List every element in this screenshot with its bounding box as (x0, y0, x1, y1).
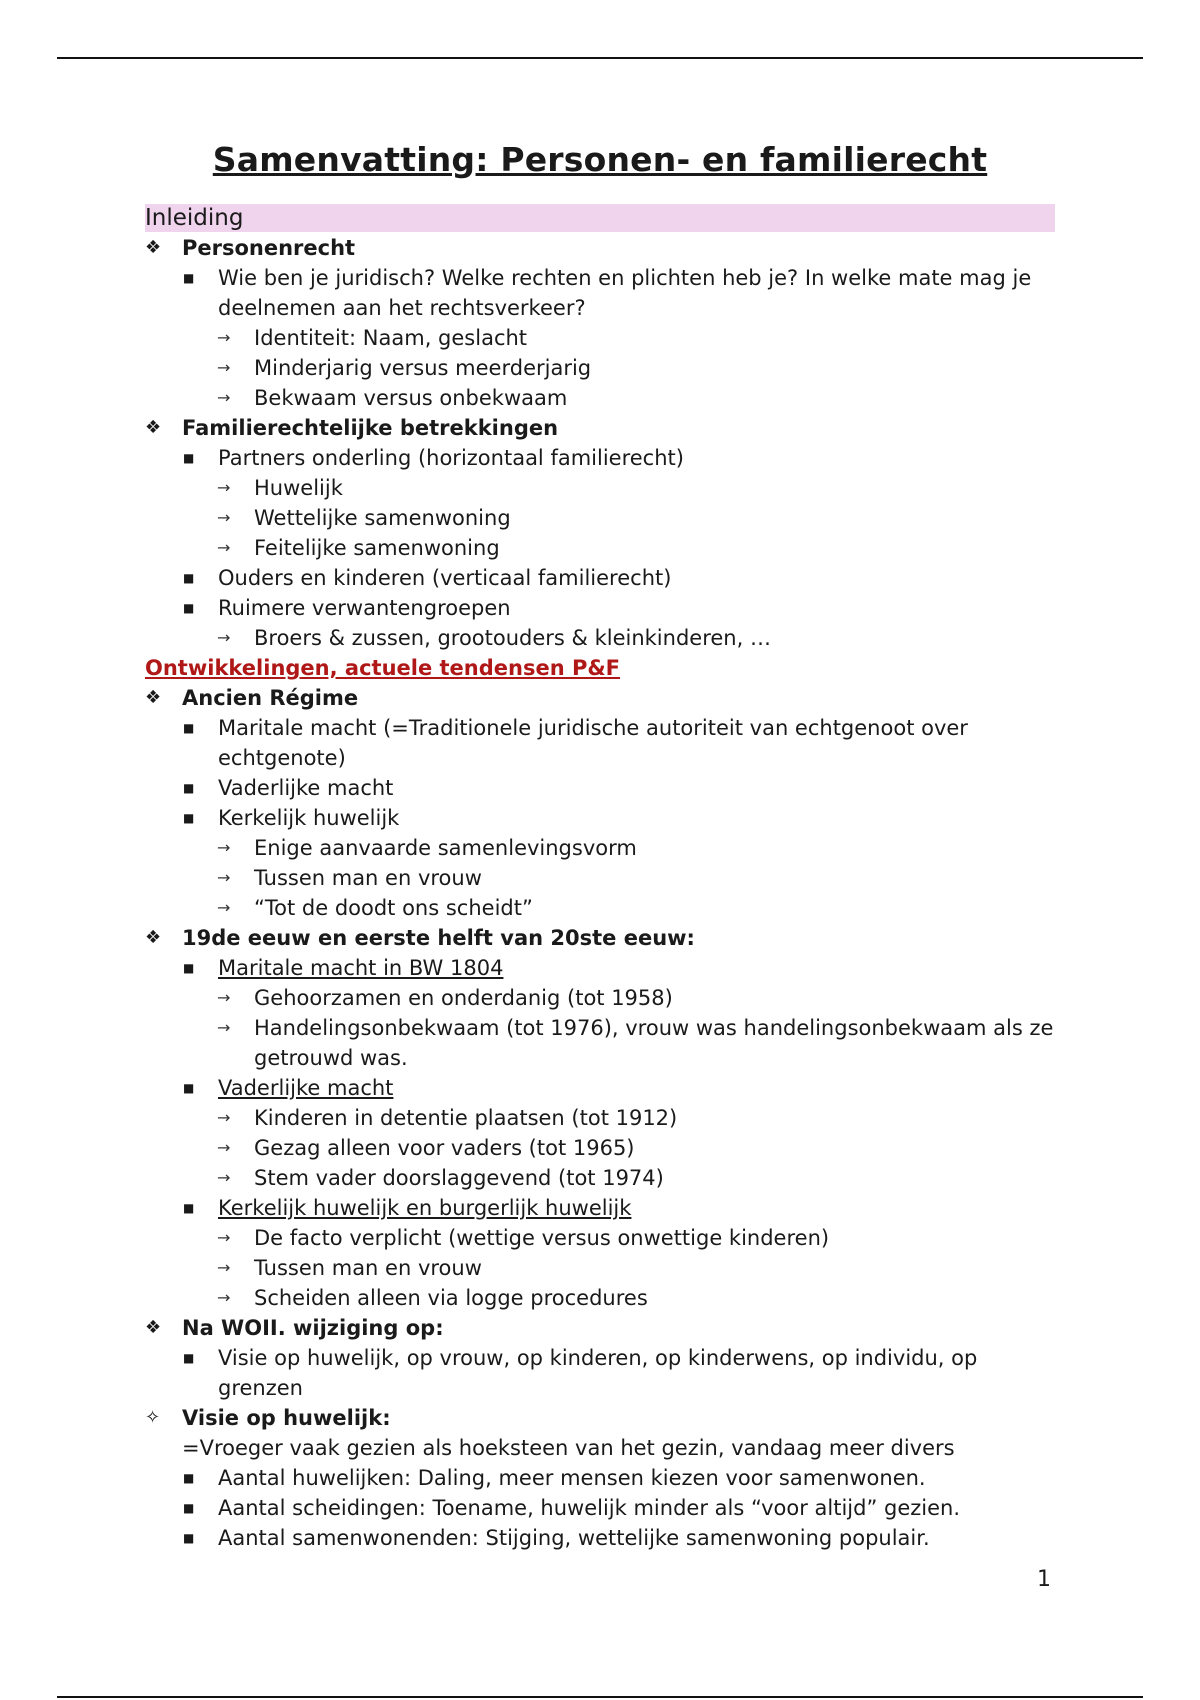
bullet-heading-ancien-regime: ❖ Ancien Régime (145, 683, 1055, 713)
arrow-bullet-icon: → (217, 898, 231, 917)
list-item: → Stem vader doorslaggevend (tot 1974) (145, 1163, 1055, 1193)
page-number: 1 (1037, 1567, 1051, 1592)
square-bullet-icon: ■ (183, 1201, 195, 1215)
bullet-heading-na-woii: ❖ Na WOII. wijziging op: (145, 1313, 1055, 1343)
list-item: ■ Partners onderling (horizontaal familierecht) (145, 443, 1055, 473)
list-item: → Minderjarig versus meerderjarig (145, 353, 1055, 383)
outline-diamond-bullet-icon: ✧ (145, 1407, 161, 1428)
arrow-bullet-icon: → (217, 988, 231, 1007)
diamond-bullet-icon: ❖ (145, 237, 162, 258)
diamond-bullet-icon: ❖ (145, 417, 162, 438)
bullet-heading-visie-huwelijk: ✧ Visie op huwelijk: (145, 1403, 1055, 1433)
section-heading-inleiding: Inleiding (145, 204, 1055, 232)
list-item: → Gezag alleen voor vaders (tot 1965) (145, 1133, 1055, 1163)
square-bullet-icon: ■ (183, 1501, 195, 1515)
arrow-bullet-icon: → (217, 868, 231, 887)
square-bullet-icon: ■ (183, 961, 195, 975)
footer-rule (57, 1696, 1143, 1698)
list-item: ■ Maritale macht in BW 1804 (145, 953, 1055, 983)
document-body (145, 204, 1055, 1553)
arrow-bullet-icon: → (217, 388, 231, 407)
square-bullet-icon: ■ (183, 1081, 195, 1095)
arrow-bullet-icon: → (217, 538, 231, 557)
list-item: ■ Maritale macht (=Traditionele juridische autoriteit van echtgenoot over echtgenote) (145, 713, 1055, 773)
arrow-bullet-icon: → (217, 1018, 231, 1037)
list-item: → Handelingsonbekwaam (tot 1976), vrouw was handelingsonbekwaam als ze getrouwd was. (145, 1013, 1055, 1073)
section-heading-ontwikkelingen: Ontwikkelingen, actuele tendensen P&F (145, 656, 621, 680)
square-bullet-icon: ■ (183, 811, 195, 825)
arrow-bullet-icon: → (217, 478, 231, 497)
square-bullet-icon: ■ (183, 1351, 195, 1365)
list-item: → Kinderen in detentie plaatsen (tot 1912) (145, 1103, 1055, 1133)
list-item: ■ Kerkelijk huwelijk en burgerlijk huwelijk (145, 1193, 1055, 1223)
list-item: → Wettelijke samenwoning (145, 503, 1055, 533)
arrow-bullet-icon: → (217, 1228, 231, 1247)
arrow-bullet-icon: → (217, 328, 231, 347)
list-item: → Feitelijke samenwoning (145, 533, 1055, 563)
diamond-bullet-icon: ❖ (145, 927, 162, 948)
bullet-heading-19de-eeuw: ❖ 19de eeuw en eerste helft van 20ste eeuw: (145, 923, 1055, 953)
arrow-bullet-icon: → (217, 838, 231, 857)
square-bullet-icon: ■ (183, 1531, 195, 1545)
list-item: ■ Visie op huwelijk, op vrouw, op kinderen, op kinderwens, op individu, op grenzen (145, 1343, 1055, 1403)
header-rule (57, 57, 1143, 59)
list-item: ■ Aantal samenwonenden: Stijging, wettelijke samenwoning populair. (145, 1523, 1055, 1553)
diamond-bullet-icon: ❖ (145, 687, 162, 708)
list-item: ■ Vaderlijke macht (145, 773, 1055, 803)
square-bullet-icon: ■ (183, 571, 195, 585)
list-item: → Huwelijk (145, 473, 1055, 503)
list-item: ■ Wie ben je juridisch? Welke rechten en plichten heb je? In welke mate mag je deelnemen aan het rechtsverkeer? (145, 263, 1055, 323)
square-bullet-icon: ■ (183, 271, 195, 285)
square-bullet-icon: ■ (183, 451, 195, 465)
list-item: → Enige aanvaarde samenlevingsvorm (145, 833, 1055, 863)
bullet-heading-familierecht: ❖ Familierechtelijke betrekkingen (145, 413, 1055, 443)
list-item: → Bekwaam versus onbekwaam (145, 383, 1055, 413)
list-item: ■ Aantal scheidingen: Toename, huwelijk minder als “voor altijd” gezien. (145, 1493, 1055, 1523)
list-item: → Gehoorzamen en onderdanig (tot 1958) (145, 983, 1055, 1013)
square-bullet-icon: ■ (183, 1471, 195, 1485)
page-title: Samenvatting: Personen- en familierecht (212, 140, 988, 179)
arrow-bullet-icon: → (217, 1168, 231, 1187)
list-item: → Identiteit: Naam, geslacht (145, 323, 1055, 353)
arrow-bullet-icon: → (217, 1288, 231, 1307)
square-bullet-icon: ■ (183, 601, 195, 615)
arrow-bullet-icon: → (217, 1138, 231, 1157)
bullet-heading-personenrecht: ❖ Personenrecht (145, 233, 1055, 263)
list-item: → De facto verplicht (wettige versus onwettige kinderen) (145, 1223, 1055, 1253)
list-item: → Tussen man en vrouw (145, 863, 1055, 893)
arrow-bullet-icon: → (217, 1108, 231, 1127)
list-item: ■ Ruimere verwantengroepen (145, 593, 1055, 623)
arrow-bullet-icon: → (217, 628, 231, 647)
list-item: ■ Aantal huwelijken: Daling, meer mensen kiezen voor samenwonen. (145, 1463, 1055, 1493)
list-item: ■ Vaderlijke macht (145, 1073, 1055, 1103)
arrow-bullet-icon: → (217, 1258, 231, 1277)
arrow-bullet-icon: → (217, 508, 231, 527)
square-bullet-icon: ■ (183, 781, 195, 795)
arrow-bullet-icon: → (217, 358, 231, 377)
list-item: → Tussen man en vrouw (145, 1253, 1055, 1283)
list-item: ■ Kerkelijk huwelijk (145, 803, 1055, 833)
square-bullet-icon: ■ (183, 721, 195, 735)
diamond-bullet-icon: ❖ (145, 1317, 162, 1338)
paragraph: =Vroeger vaak gezien als hoeksteen van het gezin, vandaag meer divers (182, 1436, 955, 1460)
list-item: → Scheiden alleen via logge procedures (145, 1283, 1055, 1313)
list-item: → Broers & zussen, grootouders & kleinkinderen, … (145, 623, 1055, 653)
list-item: → “Tot de doodt ons scheidt” (145, 893, 1055, 923)
list-item: ■ Ouders en kinderen (verticaal familierecht) (145, 563, 1055, 593)
